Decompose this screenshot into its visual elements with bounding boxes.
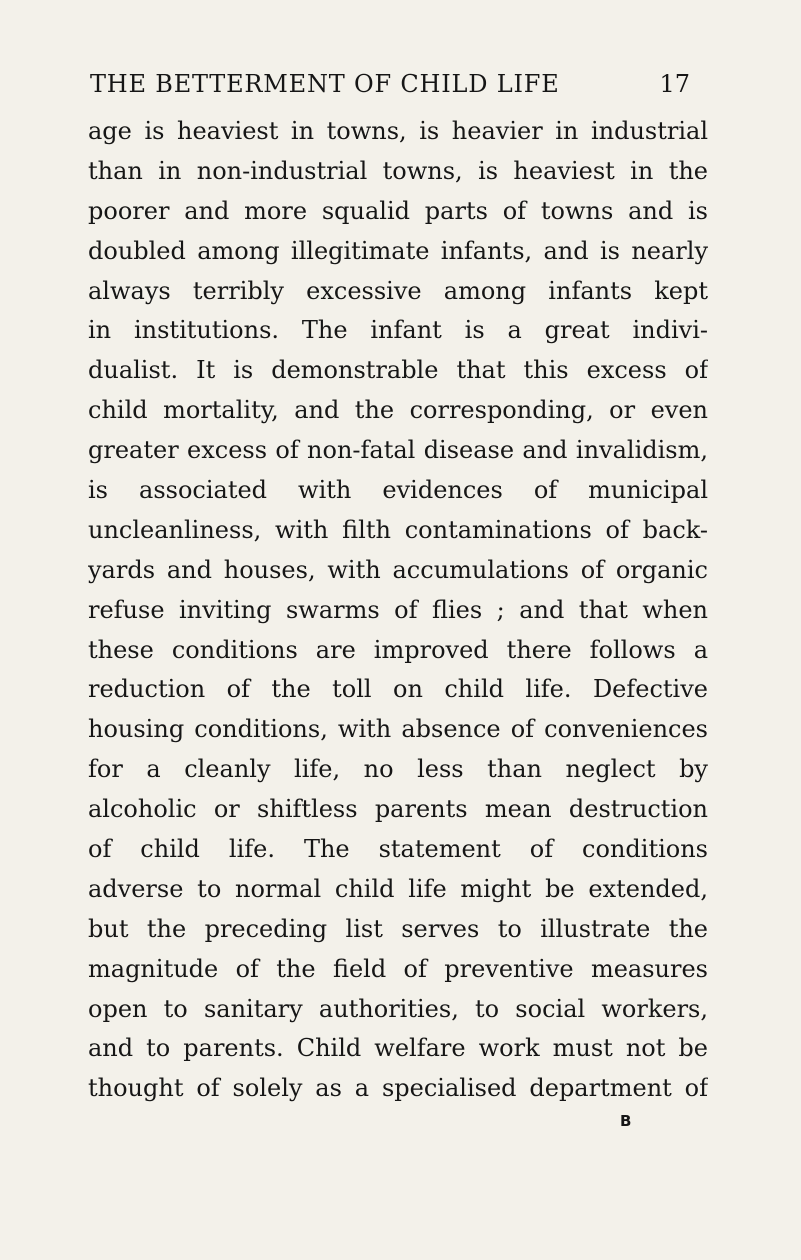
text-line: adverse to normal child life might be extended, [88,874,708,903]
text-line: of child life. The statement of conditions [88,835,708,864]
text-line: child mortality, and the corresponding, or even [88,396,708,425]
text-line: age is heaviest in towns, is heavier in industrial [88,117,708,145]
text-line: poorer and more squalid parts of towns and is [88,196,708,225]
text-line: is associated with evidences of municipal [88,476,708,505]
text-line: for a cleanly life, no less than neglect by [88,755,708,784]
text-line: and to parents. Child welfare work must not be [88,1034,708,1063]
text-line: these conditions are improved there follows a [88,635,708,664]
text-line: dualist. It is demonstrable that this excess of [88,356,708,385]
text-line: thought of solely as a specialised department of [88,1074,708,1103]
text-line: alcoholic or shiftless parents mean destruction [88,795,708,824]
text-line: but the preceding list serves to illustrate the [88,914,708,943]
running-title: THE BETTERMENT OF CHILD LIFE [90,70,560,98]
text-line: housing conditions, with absence of conveniences [88,715,708,744]
running-head [90,70,690,106]
text-line: open to sanitary authorities, to social workers, [88,994,708,1023]
body-text [88,112,708,1109]
text-line: reduction of the toll on child life. Defective [88,675,708,704]
text-line: doubled among illegitimate infants, and is nearly [88,236,708,265]
text-line: yards and houses, with accumulations of organic [88,555,708,584]
text-line: magnitude of the field of preventive measures [88,954,708,983]
text-line: than in non-industrial towns, is heaviest in the [88,156,708,185]
text-line: always terribly excessive among infants kept [88,276,708,305]
text-line: in institutions. The infant is a great indivi- [88,316,708,345]
signature-mark: B [620,1112,633,1130]
text-line: refuse inviting swarms of flies ; and that when [88,595,708,624]
text-line: uncleanliness, with filth contaminations of back- [88,515,708,544]
page-number: 17 [659,70,690,98]
text-line: greater excess of non-fatal disease and invalidism, [88,436,708,465]
